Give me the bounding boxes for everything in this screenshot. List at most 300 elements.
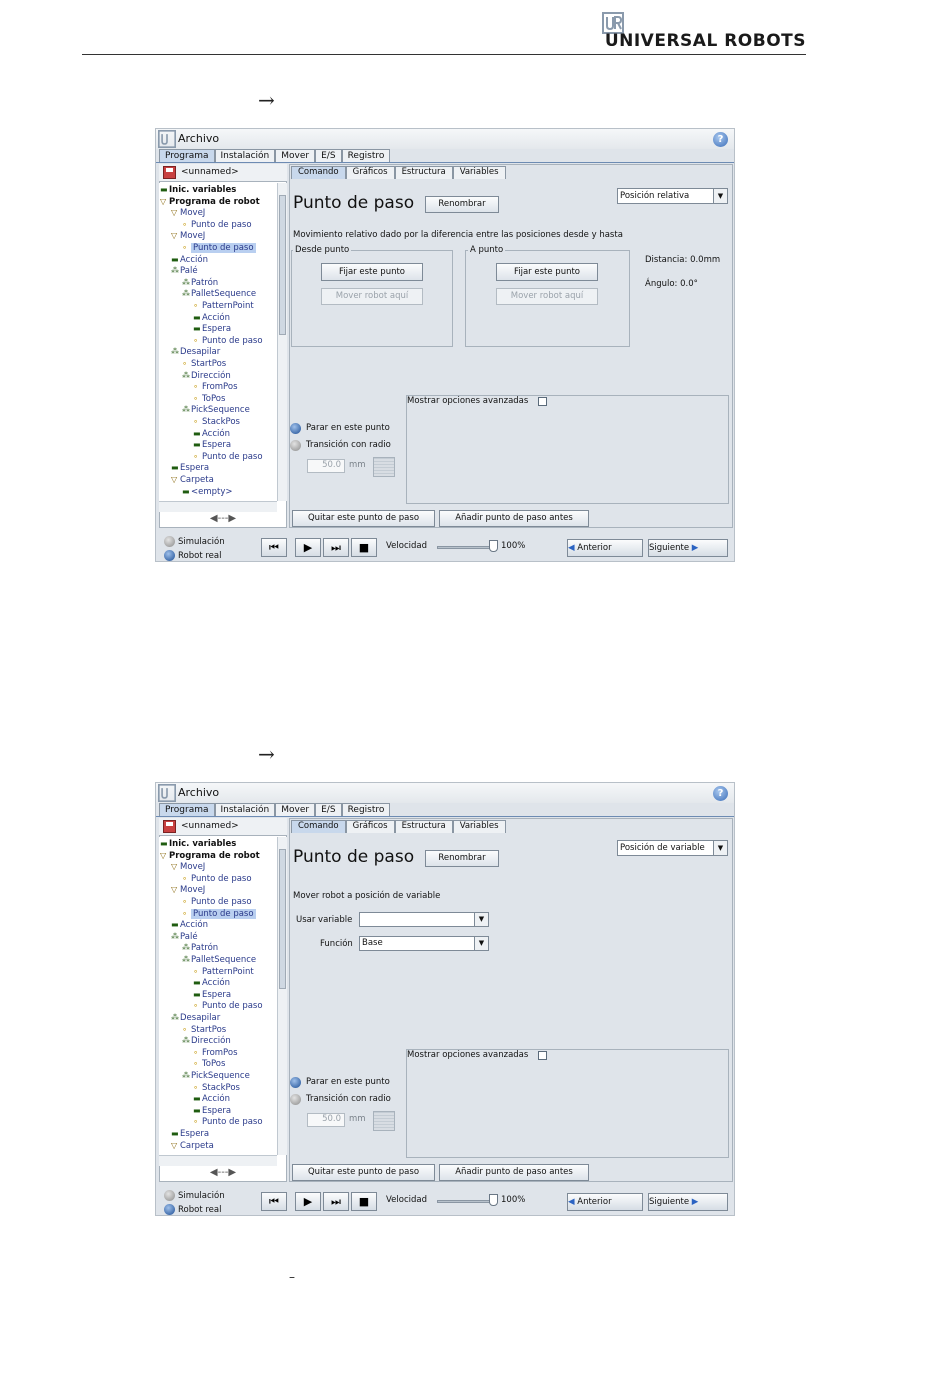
tree-item[interactable]	[193, 1116, 263, 1128]
tree-node-dash-icon: ▬	[193, 1105, 201, 1115]
tab-mover[interactable]: Mover	[275, 803, 315, 817]
tree-item-label: PalletSequence	[191, 955, 257, 965]
tree-item[interactable]	[193, 1082, 240, 1094]
tree-item-label: Espera	[202, 440, 232, 451]
tree-item-label: StartPos	[191, 359, 227, 369]
tree-item[interactable]	[171, 1140, 214, 1152]
tree-item-label: MoveJ	[180, 885, 206, 896]
file-menu[interactable]: Archivo	[178, 786, 220, 799]
tree-node-pal-icon: ⁂	[171, 1013, 179, 1022]
tree-item[interactable]	[193, 989, 231, 1001]
remove-waypoint-button[interactable]: Quitar este punto de paso	[292, 1164, 435, 1181]
tree-item[interactable]	[182, 908, 256, 920]
tree-node-dash-icon: ▬	[171, 254, 179, 264]
tree-item-label: Espera	[180, 1129, 210, 1139]
feature-select[interactable]	[359, 936, 489, 951]
tree-node-dot-icon: ∘	[193, 1047, 199, 1057]
waypoint-variable-window	[155, 782, 735, 1216]
tab-registro[interactable]: Registro	[342, 149, 391, 163]
save-icon[interactable]	[163, 820, 176, 833]
sub-tabs	[291, 820, 506, 833]
tree-item[interactable]	[182, 486, 233, 498]
tree-node-pal-icon: ⁂	[182, 1036, 190, 1046]
simulation-label: Simulación	[178, 537, 225, 547]
tab-variables[interactable]: Variables	[453, 166, 506, 179]
tree-item[interactable]	[193, 1000, 263, 1012]
tree-item[interactable]	[193, 335, 263, 347]
tree-item[interactable]	[182, 1035, 231, 1047]
tree-node-dot-icon: ∘	[182, 359, 188, 368]
tree-item[interactable]	[193, 381, 238, 393]
stop-here-label: Parar en este punto	[306, 423, 390, 433]
tree-node-dot-icon: ∘	[193, 966, 199, 976]
previous-label: Anterior	[577, 543, 612, 553]
tab-es[interactable]: E/S	[315, 149, 341, 163]
next-button[interactable]	[648, 1193, 728, 1211]
tree-node-pal-icon: ⁂	[182, 955, 190, 964]
program-tree	[159, 183, 277, 501]
save-icon[interactable]	[163, 166, 176, 179]
chevron-down-icon: ▼	[474, 937, 488, 950]
tree-item-label: Carpeta	[180, 475, 214, 485]
page-title: Punto de paso	[293, 193, 415, 213]
tree-node-dash-icon: ▬	[193, 312, 201, 322]
advanced-options-label: Mostrar opciones avanzadas	[407, 396, 529, 406]
real-robot-label: Robot real	[178, 1205, 222, 1215]
feature-label: Función	[320, 939, 353, 949]
set-to-point-button[interactable]: Fijar este punto	[496, 263, 598, 281]
tab-graficos[interactable]: Gráficos	[346, 820, 395, 833]
tree-node-dash-icon: ▬	[193, 978, 201, 988]
tab-instalacion[interactable]: Instalación	[215, 149, 276, 163]
chevron-down-icon: ▼	[713, 841, 727, 855]
angle-readout: Ángulo: 0.0°	[645, 279, 698, 289]
from-point-title: Desde punto	[295, 245, 350, 255]
real-robot-option[interactable]	[164, 550, 221, 561]
tab-comando[interactable]: Comando	[291, 166, 346, 179]
tree-node-tri-icon: ▽	[171, 862, 178, 872]
tree-item[interactable]	[193, 300, 254, 312]
tree-item-label: Punto de paso	[191, 219, 252, 230]
tree-node-tri-icon: ▽	[160, 196, 167, 206]
tree-node-dot-icon: ∘	[193, 1001, 199, 1011]
tree-node-pal-icon: ⁂	[182, 943, 190, 953]
to-point-title: A punto	[470, 245, 504, 255]
bottom-bar	[156, 529, 734, 562]
rename-button[interactable]: Renombrar	[425, 850, 499, 867]
tree-item-label: Desapilar	[180, 1013, 221, 1023]
add-waypoint-before-button[interactable]: Añadir punto de paso antes	[439, 510, 589, 527]
feature-value: Base	[362, 938, 383, 948]
speed-slider-knob[interactable]	[489, 540, 498, 552]
tree-item-label: Acción	[202, 978, 230, 989]
tree-item-label: MoveJ	[180, 862, 206, 873]
tree-node-dash-icon: ▬	[160, 185, 168, 194]
tree-item[interactable]	[160, 838, 236, 850]
rewind-icon[interactable]: ⏮	[261, 1192, 287, 1211]
advanced-options-label: Mostrar opciones avanzadas	[407, 1050, 529, 1060]
simulation-radio[interactable]	[164, 536, 175, 547]
arrow-right-icon: ▶	[691, 543, 699, 553]
tree-item-label: Acción	[180, 254, 208, 265]
tree-node-dot-icon: ∘	[193, 1059, 199, 1069]
tree-item[interactable]	[171, 230, 205, 242]
tree-item[interactable]	[193, 1047, 238, 1059]
tree-nav-arrows-icon[interactable]: ◀---▶	[209, 513, 237, 524]
blend-radio[interactable]	[290, 1094, 301, 1105]
tree-node-dash-icon: ▬	[182, 486, 190, 496]
tree-item-label: ToPos	[202, 393, 226, 404]
tree-node-tri-icon: ▽	[171, 231, 178, 241]
stop-here-label: Parar en este punto	[306, 1077, 390, 1087]
tab-mover[interactable]: Mover	[275, 149, 315, 163]
tree-node-dot-icon: ∘	[193, 1117, 199, 1127]
tree-item[interactable]	[171, 254, 208, 266]
tree-item-label: StackPos	[202, 417, 240, 427]
tab-divider	[156, 162, 734, 163]
speed-label: Velocidad	[386, 1195, 427, 1205]
tree-item-label: PatternPoint	[202, 301, 254, 311]
blend-unit: mm	[349, 1114, 366, 1124]
position-mode-select[interactable]	[617, 188, 728, 204]
stop-icon[interactable]: ■	[351, 1192, 377, 1211]
tree-item[interactable]	[182, 942, 218, 954]
tab-divider	[156, 816, 734, 817]
tree-node-tri-icon: ▽	[171, 885, 178, 895]
tree-node-dash-icon: ▬	[171, 463, 179, 473]
tree-item-label: Punto de paso	[193, 908, 254, 919]
tree-item-label: Palé	[180, 931, 198, 942]
tree-item-label: FromPos	[202, 1047, 238, 1058]
tree-node-tri-icon: ▽	[171, 475, 178, 484]
tree-item[interactable]	[193, 439, 231, 451]
simulation-option[interactable]	[164, 536, 225, 547]
blend-unit: mm	[349, 460, 366, 470]
tree-item-label: Dirección	[191, 1036, 231, 1047]
tree-item[interactable]	[193, 966, 254, 978]
blend-radius-input[interactable]: 50.0	[307, 1113, 345, 1127]
speed-value: 100%	[501, 541, 526, 551]
tree-item[interactable]	[182, 277, 218, 289]
tree-node-dot-icon: ∘	[193, 451, 199, 461]
simulation-option[interactable]	[164, 1190, 225, 1201]
tree-item[interactable]	[182, 896, 252, 908]
tree-item-label: Palé	[180, 266, 198, 277]
tree-item[interactable]	[182, 1070, 250, 1082]
tree-node-dot-icon: ∘	[182, 219, 188, 229]
page-header	[82, 0, 806, 55]
step-icon[interactable]: ⏭	[323, 1192, 349, 1211]
main-tabs	[159, 149, 390, 163]
scroll-thumb[interactable]	[279, 195, 286, 335]
rename-button[interactable]: Renombrar	[425, 196, 499, 213]
advanced-options-checkbox[interactable]	[538, 1051, 547, 1060]
add-waypoint-before-button[interactable]: Añadir punto de paso antes	[439, 1164, 589, 1181]
move-robot-here-button[interactable]: Mover robot aquí	[321, 288, 423, 305]
tree-item[interactable]	[193, 312, 230, 324]
chevron-down-icon: ▼	[474, 913, 488, 926]
tree-item-label: Acción	[202, 1094, 230, 1105]
tree-item-label: Inic. variables	[169, 185, 237, 195]
tree-hscrollbar[interactable]	[159, 501, 277, 512]
speed-slider[interactable]	[437, 1200, 497, 1203]
tree-item[interactable]	[171, 884, 205, 896]
tree-item-label: MoveJ	[180, 231, 206, 242]
previous-label: Anterior	[577, 1197, 612, 1207]
tree-item[interactable]	[171, 919, 208, 931]
blend-label: Transición con radio	[306, 440, 391, 450]
program-name: <unnamed>	[181, 821, 239, 831]
tree-node-dot-icon: ∘	[182, 1024, 188, 1034]
speed-slider[interactable]	[437, 546, 497, 549]
blend-radius-input[interactable]: 50.0	[307, 459, 345, 473]
tab-variables[interactable]: Variables	[453, 820, 506, 833]
tree-node-pal-icon: ⁂	[182, 405, 190, 415]
tree-item[interactable]	[182, 404, 250, 416]
tree-item-label: Acción	[202, 428, 230, 439]
arrow-left-icon: ◀	[568, 543, 575, 553]
tree-node-pal-icon: ⁂	[182, 370, 190, 380]
tree-item[interactable]	[171, 931, 198, 943]
tree-item[interactable]	[171, 1128, 209, 1140]
simulation-label: Simulación	[178, 1191, 225, 1201]
help-icon[interactable]: ?	[713, 132, 728, 147]
tree-item-label: PickSequence	[191, 1071, 250, 1081]
tree-item-label: Punto de paso	[191, 897, 252, 907]
stop-icon[interactable]: ■	[351, 538, 377, 557]
move-robot-here-button[interactable]: Mover robot aquí	[496, 288, 598, 305]
keypad-icon[interactable]	[373, 1111, 395, 1131]
tree-item[interactable]	[160, 184, 236, 196]
tree-nav-arrows-icon[interactable]: ◀---▶	[209, 1167, 237, 1178]
tree-item-label: Punto de paso	[202, 1001, 263, 1012]
main-tabs	[159, 803, 390, 817]
title-bar	[156, 129, 734, 149]
tree-item[interactable]	[193, 428, 230, 440]
tree-item[interactable]	[182, 370, 231, 382]
tab-estructura[interactable]: Estructura	[395, 820, 453, 833]
tree-item-label: Inic. variables	[169, 839, 237, 849]
tab-instalacion[interactable]: Instalación	[215, 803, 276, 817]
tree-node-dot-icon: ∘	[182, 897, 188, 906]
tree-item[interactable]	[182, 242, 256, 254]
tree-node-dash-icon: ▬	[193, 428, 201, 438]
tree-hscrollbar[interactable]	[159, 1155, 277, 1166]
tree-item-label: Carpeta	[180, 1140, 214, 1151]
tree-item-label: Punto de paso	[202, 1117, 263, 1128]
program-name: <unnamed>	[181, 167, 239, 177]
title-bar	[156, 783, 734, 803]
tree-item-label: <empty>	[191, 486, 233, 497]
tree-item[interactable]	[160, 850, 260, 862]
tab-programa[interactable]: Programa	[159, 149, 215, 163]
position-mode-value: Posición relativa	[620, 191, 690, 201]
speed-slider-knob[interactable]	[489, 1194, 498, 1206]
step-icon[interactable]: ⏭	[323, 538, 349, 557]
tree-node-pal-icon: ⁂	[171, 347, 179, 357]
tree-item-label: Desapilar	[180, 347, 221, 358]
tree-item-label: Patrón	[191, 277, 219, 288]
ur-logo-icon	[158, 130, 176, 148]
tree-item[interactable]	[171, 462, 209, 474]
tree-item-label: PatternPoint	[202, 966, 254, 977]
previous-button[interactable]	[567, 539, 643, 557]
tree-scrollbar[interactable]	[277, 183, 287, 501]
play-icon[interactable]: ▶	[295, 538, 321, 557]
tree-node-dot-icon: ∘	[193, 393, 199, 403]
tree-node-dot-icon: ∘	[193, 1082, 199, 1092]
tree-item[interactable]	[171, 265, 198, 277]
real-robot-option[interactable]	[164, 1204, 221, 1215]
tree-item[interactable]	[182, 219, 252, 231]
arrow-symbol: →	[258, 88, 275, 112]
tree-item[interactable]	[182, 954, 256, 966]
tree-item[interactable]	[171, 861, 205, 873]
tree-item-label: Punto de paso	[193, 243, 254, 253]
tree-node-tri-icon: ▽	[171, 1140, 178, 1150]
tree-item-label: StackPos	[202, 1082, 240, 1093]
remove-waypoint-button[interactable]: Quitar este punto de paso	[292, 510, 435, 527]
tree-item[interactable]	[171, 207, 205, 219]
file-menu[interactable]: Archivo	[178, 132, 220, 145]
tree-node-pal-icon: ⁂	[182, 1071, 190, 1080]
tree-item-label: Programa de robot	[169, 196, 260, 207]
arrow-symbol: →	[258, 742, 275, 766]
program-name-bar	[159, 164, 287, 182]
arrow-right-icon: ▶	[691, 1197, 699, 1207]
tree-item[interactable]	[193, 1105, 231, 1117]
tree-scrollbar[interactable]	[277, 837, 287, 1155]
position-mode-select[interactable]	[617, 840, 728, 856]
tree-item[interactable]	[182, 873, 252, 885]
tree-item-label: Espera	[180, 463, 210, 474]
play-icon[interactable]: ▶	[295, 1192, 321, 1211]
next-label: Siguiente	[649, 543, 690, 553]
chevron-down-icon: ▼	[713, 189, 727, 203]
tree-item-label: PickSequence	[191, 405, 250, 416]
tree-item[interactable]	[193, 416, 240, 428]
tree-item-label: FromPos	[202, 382, 238, 393]
tree-item-label: StartPos	[191, 1024, 227, 1035]
tree-item-label: ToPos	[202, 1059, 226, 1070]
advanced-options-box	[406, 395, 729, 504]
blend-label: Transición con radio	[306, 1094, 391, 1104]
tree-node-dot-icon: ∘	[193, 335, 199, 345]
speed-value: 100%	[501, 1195, 526, 1205]
rewind-icon[interactable]: ⏮	[261, 538, 287, 557]
speed-label: Velocidad	[386, 541, 427, 551]
tree-node-dot-icon: ∘	[193, 417, 199, 426]
tree-node-dot-icon: ∘	[182, 243, 188, 252]
program-tree	[159, 837, 277, 1155]
tree-item[interactable]	[193, 1093, 230, 1105]
tree-item-label: Acción	[202, 312, 230, 323]
scroll-thumb[interactable]	[279, 849, 286, 989]
tree-item[interactable]	[193, 451, 263, 463]
tree-item[interactable]	[182, 1024, 226, 1036]
tree-node-dash-icon: ▬	[171, 920, 179, 930]
tree-item-label: Punto de paso	[202, 335, 263, 346]
tree-item-label: PalletSequence	[191, 289, 257, 300]
distance-readout: Distancia: 0.0mm	[645, 255, 721, 265]
blend-radio[interactable]	[290, 440, 301, 451]
stop-here-radio[interactable]	[290, 1077, 301, 1088]
tree-item[interactable]	[182, 288, 256, 300]
tree-item[interactable]	[171, 346, 220, 358]
real-robot-label: Robot real	[178, 551, 222, 561]
tree-node-dot-icon: ∘	[193, 382, 199, 392]
real-robot-radio[interactable]	[164, 550, 175, 561]
tree-item[interactable]	[171, 1012, 220, 1024]
tree-item[interactable]	[160, 196, 260, 208]
use-variable-label: Usar variable	[296, 915, 353, 925]
tree-node-dash-icon: ▬	[193, 1094, 201, 1104]
stop-here-radio[interactable]	[290, 423, 301, 434]
set-from-point-button[interactable]: Fijar este punto	[321, 263, 423, 281]
ur-logo	[586, 12, 806, 52]
real-robot-radio[interactable]	[164, 1204, 175, 1215]
simulation-radio[interactable]	[164, 1190, 175, 1201]
bottom-bar	[156, 1183, 734, 1216]
tree-item[interactable]	[171, 474, 214, 486]
description-text: Movimiento relativo dado por la diferencia entre las posiciones desde y hasta	[293, 230, 623, 240]
tab-programa[interactable]: Programa	[159, 803, 215, 817]
position-mode-value: Posición de variable	[620, 843, 705, 853]
tree-item-label: Acción	[180, 920, 208, 931]
arrow-left-icon: ◀	[568, 1197, 575, 1207]
next-label: Siguiente	[649, 1197, 690, 1207]
tab-registro[interactable]: Registro	[342, 803, 391, 817]
description-text: Mover robot a posición de variable	[293, 891, 441, 901]
tree-node-pal-icon: ⁂	[182, 289, 190, 299]
tree-item-label: MoveJ	[180, 208, 206, 219]
page-title: Punto de paso	[293, 847, 415, 867]
sub-tabs	[291, 166, 506, 179]
tree-item-label: Punto de paso	[202, 451, 263, 462]
tree-node-pal-icon: ⁂	[171, 266, 179, 276]
tree-item-label: Punto de paso	[191, 873, 252, 884]
waypoint-relative-window	[155, 128, 735, 562]
tree-item-label: Patrón	[191, 943, 219, 954]
keypad-icon[interactable]	[373, 457, 395, 477]
tree-node-pal-icon: ⁂	[182, 277, 190, 287]
tree-item[interactable]	[193, 1058, 225, 1070]
next-button[interactable]	[648, 539, 728, 557]
tree-item[interactable]	[193, 977, 230, 989]
tree-item[interactable]	[193, 393, 225, 405]
tree-item-label: Espera	[202, 989, 232, 1000]
tab-estructura[interactable]: Estructura	[395, 166, 453, 179]
tree-node-dash-icon: ▬	[160, 839, 168, 848]
tab-comando[interactable]: Comando	[291, 820, 346, 833]
previous-button[interactable]	[567, 1193, 643, 1211]
tree-item-label: Dirección	[191, 370, 231, 381]
tree-item[interactable]	[182, 358, 226, 370]
tree-item-label: Programa de robot	[169, 850, 260, 861]
tree-node-dash-icon: ▬	[193, 324, 201, 334]
advanced-options-checkbox[interactable]	[538, 397, 547, 406]
tree-node-tri-icon: ▽	[171, 208, 178, 218]
program-name-bar	[159, 818, 287, 836]
tab-graficos[interactable]: Gráficos	[346, 166, 395, 179]
dash-symbol: –	[289, 1270, 295, 1284]
tab-es[interactable]: E/S	[315, 803, 341, 817]
use-variable-select[interactable]	[359, 912, 489, 927]
help-icon[interactable]: ?	[713, 786, 728, 801]
brand-name: UNIVERSAL ROBOTS	[604, 31, 806, 51]
tree-item[interactable]	[193, 323, 231, 335]
tree-node-pal-icon: ⁂	[171, 931, 179, 941]
